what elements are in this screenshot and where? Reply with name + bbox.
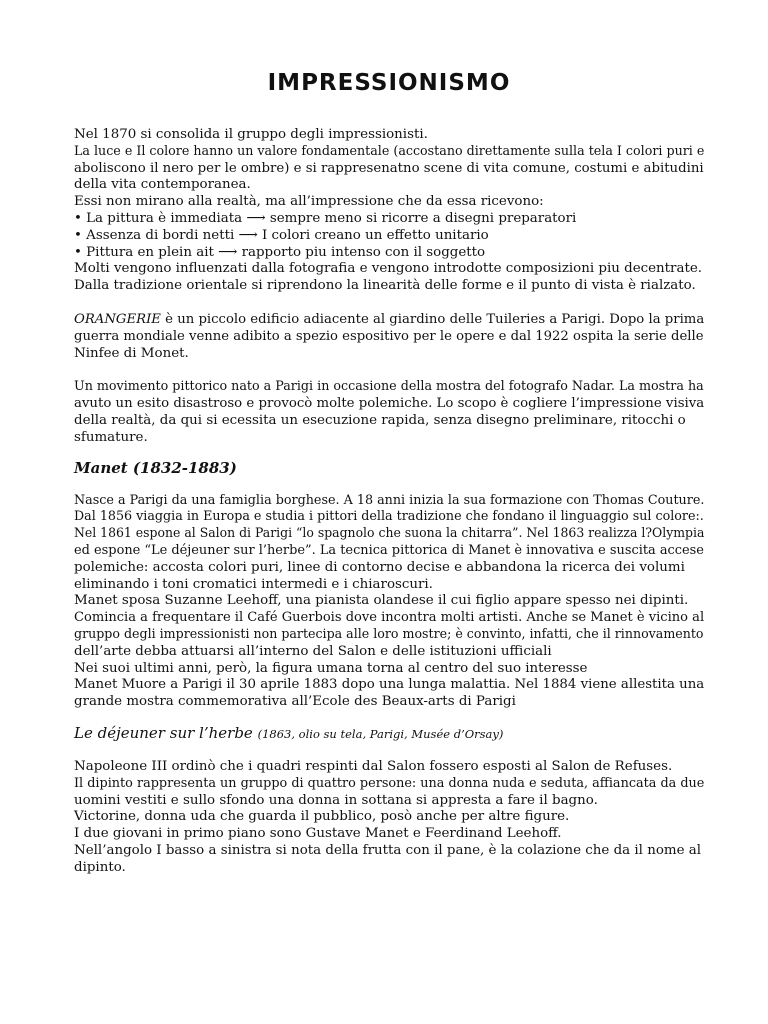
movement-line: Un movimento pittorico nato a Parigi in occasione della mostra del fotografo Nadar. La mostra ha — [74, 379, 704, 395]
dejeuner-line: Il dipinto rappresenta un gruppo di quattro persone: una donna nuda e seduta, affiancata da due — [74, 775, 705, 791]
intro-line: La luce e Il colore hanno un valore fondamentale (accostano direttamente sulla tela I colori puri e — [74, 143, 705, 159]
orangerie-paragraph — [74, 312, 704, 362]
manet-line: Comincia a frequentare il Café Guerbois dove incontra molti artisti. Anche se Manet è vicino al — [74, 610, 705, 626]
manet-heading: Manet (1832-1883) — [74, 458, 237, 477]
manet-paragraph — [74, 493, 704, 711]
intro-paragraph — [74, 127, 704, 295]
manet-line: dell’arte debba attuarsi all’interno del Salon e delle istituzioni ufficiali — [74, 643, 552, 659]
dejeuner-line: Nell’angolo I basso a sinistra si nota della frutta con il pane, è la colazione che da il nome al — [74, 842, 702, 858]
dejeuner-line: dipinto. — [74, 859, 126, 875]
manet-line: polemiche: accosta colori puri, linee di contorno decise e abbandona la ricerca dei volumi — [74, 559, 685, 575]
intro-line: Dalla tradizione orientale si riprendono la linearità delle forme e il punto di vista è rialzato. — [74, 278, 696, 294]
dejeuner-line: Napoleone III ordinò che i quadri respinti dal Salon fossero esposti al Salon de Refuses. — [74, 758, 673, 774]
manet-line: Nel 1861 espone al Salon di Parigi “lo spagnolo che suona la chitarra”. Nel 1863 realizza l?Olympia — [74, 526, 705, 542]
dejeuner-line: Victorine, donna uda che guarda il pubblico, posò anche per altre figure. — [74, 809, 570, 825]
orangerie-term: ORANGERIE — [74, 311, 161, 327]
document-title: IMPRESSIONISMO — [267, 70, 511, 96]
manet-line: gruppo degli impressionisti non partecipa alle loro mostre; è convinto, infatti, che il rinnovamento — [74, 626, 704, 642]
dejeuner-heading — [74, 723, 704, 744]
document-page — [74, 68, 704, 876]
intro-line: aboliscono il nero per le ombre) e si rappresenatno scene di vita comune, costumi e abitudini — [74, 160, 704, 176]
manet-line: Nei suoi ultimi anni, però, la figura umana torna al centro del suo interesse — [74, 660, 588, 676]
orangerie-line: guerra mondiale venne adibito a spezio espositivo per le opere e dal 1922 ospita la serie delle — [74, 328, 704, 344]
manet-line: Dal 1856 viaggia in Europa e studia i pittori della tradizione che fondano il linguaggio sul colore:. — [74, 509, 704, 525]
manet-line: eliminando i toni cromatici intermedi e i chiaroscuri. — [74, 576, 433, 592]
movement-line: sfumature. — [74, 429, 148, 445]
dejeuner-title: Le déjeuner sur l’herbe — [74, 723, 253, 742]
intro-line: della vita contemporanea. — [74, 177, 251, 193]
movement-paragraph — [74, 379, 704, 446]
dejeuner-line: I due giovani in primo piano sono Gustave Manet e Feerdinand Leehoff. — [74, 826, 562, 842]
movement-line: della realtà, da qui si ecessita un esecuzione rapida, senza disegno preliminare, ritocchi o — [74, 412, 686, 428]
manet-line: Manet Muore a Parigi il 30 aprile 1883 dopo una lunga malattia. Nel 1884 viene allestita una — [74, 677, 705, 693]
dejeuner-paragraph — [74, 759, 704, 877]
movement-line: avuto un esito disastroso e provocò molte polemiche. Lo scopo è cogliere l’impressione visiva — [74, 396, 705, 412]
orangerie-first-line: è un piccolo edificio adiacente al giardino delle Tuileries a Parigi. Dopo la prima — [160, 311, 705, 327]
manet-line: grande mostra commemorativa all’Ecole des Beaux-arts di Parigi — [74, 694, 516, 710]
manet-line: Nasce a Parigi da una famiglia borghese. A 18 anni inizia la sua formazione con Thomas Couture. — [74, 492, 705, 508]
intro-line: Essi non mirano alla realtà, ma all’impressione che da essa ricevono: — [74, 194, 544, 210]
intro-line: Molti vengono influenzati dalla fotografia e vengono introdotte composizioni piu decentrate. — [74, 261, 702, 277]
dejeuner-details: (1863, olio su tela, Parigi, Musée d’Orsay) — [257, 726, 504, 741]
intro-line: Nel 1870 si consolida il gruppo degli impressionisti. — [74, 127, 428, 142]
bullet-item: • Pittura en plein ait ⟶ rapporto piu intenso con il soggetto — [74, 244, 486, 260]
manet-line: Manet sposa Suzanne Leehoff, una pianista olandese il cui figlio appare spesso nei dipinti. — [74, 593, 689, 609]
bullet-item: • La pittura è immediata ⟶ sempre meno si ricorre a disegni preparatori — [74, 210, 577, 226]
orangerie-line — [74, 311, 705, 329]
bullet-item: • Assenza di bordi netti ⟶ I colori creano un effetto unitario — [74, 227, 489, 243]
dejeuner-line: uomini vestiti e sullo sfondo una donna in sottana si appresta a fare il bagno. — [74, 792, 598, 808]
orangerie-line: Ninfee di Monet. — [74, 345, 189, 361]
manet-line: ed espone “Le déjeuner sur l’herbe”. La tecnica pittorica di Manet è innovativa e suscita accese — [74, 542, 704, 558]
